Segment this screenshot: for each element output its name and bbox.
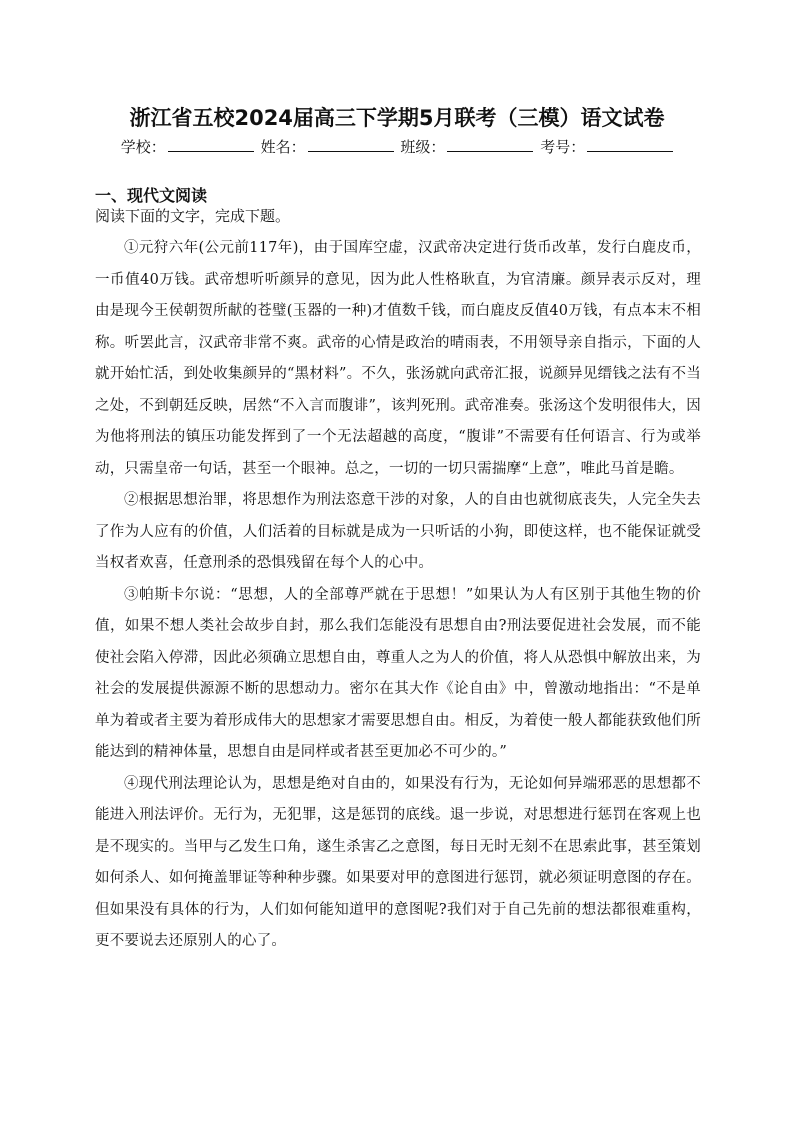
school-field <box>121 136 254 157</box>
school-blank <box>168 137 254 152</box>
paragraph-1: ①元狩六年(公元前117年)，由于国库空虚，汉武帝决定进行货币改革，发行白鹿皮币，一币值40万钱。武帝想听听颜异的意见，因为此人性格耿直，为官清廉。颜异表示反对，理由是现今王侯朝贺所献的苍璧(玉器的一种)才值数千钱，而白鹿皮反值40万钱，有点本末不相称。听罢此言，汉武帝非常不爽。武帝的心情是政治的晴雨表，不用领导亲自指示，下面的人就开始忙活，到处收集颜异的“黑材料”。不久，张汤就向武帝汇报，说颜异见缙钱之法有不当之处，不到朝廷反映，居然“不入言而腹诽”，该判死刑。武帝准奏。张汤这个发明很伟大，因为他将刑法的镇压功能发挥到了一个无法超越的高度，“腹诽”不需要有任何语言、行为或举动，只需皇帝一句话，甚至一个眼神。总之，一切的一切只需揣摩“上意”，唯此马首是瞻。 <box>95 240 701 477</box>
exam-number-field <box>540 136 673 157</box>
exam-number-label: 考号： <box>540 138 586 156</box>
reading-passage <box>95 233 701 958</box>
paragraph-3: ③帕斯卡尔说：“思想，人的全部尊严就在于思想！”如果认为人有区别于其他生物的价值，如果不想人类社会故步自封，那么我们怎能没有思想自由?刑法要促进社会发展，而不能使社会陷入停滞，因此必须确立思想自由，尊重人之为人的价值，将人从恐惧中解放出来，为社会的发展提供源源不断的思想动力。密尔在其大作《论自由》中，曾激动地指出：“不是单单为着或者主要为着形成伟大的思想家才需要思想自由。相反，为着使一般人都能获致他们所能达到的精神体量，思想自由是同样或者甚至更加必不可少的。” <box>95 586 701 760</box>
student-info-row <box>0 136 794 157</box>
name-field <box>261 136 394 157</box>
class-blank <box>447 137 533 152</box>
exam-number-blank <box>587 137 673 152</box>
paragraph-4: ④现代刑法理论认为，思想是绝对自由的，如果没有行为，无论如何异端邪恶的思想都不能进入刑法评价。无行为，无犯罪，这是惩罚的底线。退一步说，对思想进行惩罚在客观上也是不现实的。当甲与乙发生口角，遂生杀害乙之意图，每日无时无刻不在思索此事，甚至策划如何杀人、如何掩盖罪证等种种步骤。如果要对甲的意图进行惩罚，就必须证明意图的存在。但如果没有具体的行为，人们如何能知道甲的意图呢?我们对于自己先前的想法都很难重构，更不要说去还原别人的心了。 <box>95 775 701 949</box>
reading-instruction: 阅读下面的文字，完成下题。 <box>95 207 291 225</box>
section-heading: 一、现代文阅读 <box>95 186 208 205</box>
paragraph-2: ②根据思想治罪，将思想作为刑法恣意干涉的对象，人的自由也就彻底丧失，人完全失去了作为人应有的价值，人们活着的目标就是成为一只听话的小狗，即使这样，也不能保证就受当权者欢喜，任意刑杀的恐惧残留在每个人的心中。 <box>95 492 701 571</box>
class-field <box>400 136 533 157</box>
page-title: 浙江省五校2024届高三下学期5月联考（三模）语文试卷 <box>129 106 665 130</box>
name-label: 姓名： <box>260 138 306 156</box>
name-blank <box>308 137 394 152</box>
school-label: 学校： <box>120 138 166 156</box>
class-label: 班级： <box>400 138 446 156</box>
